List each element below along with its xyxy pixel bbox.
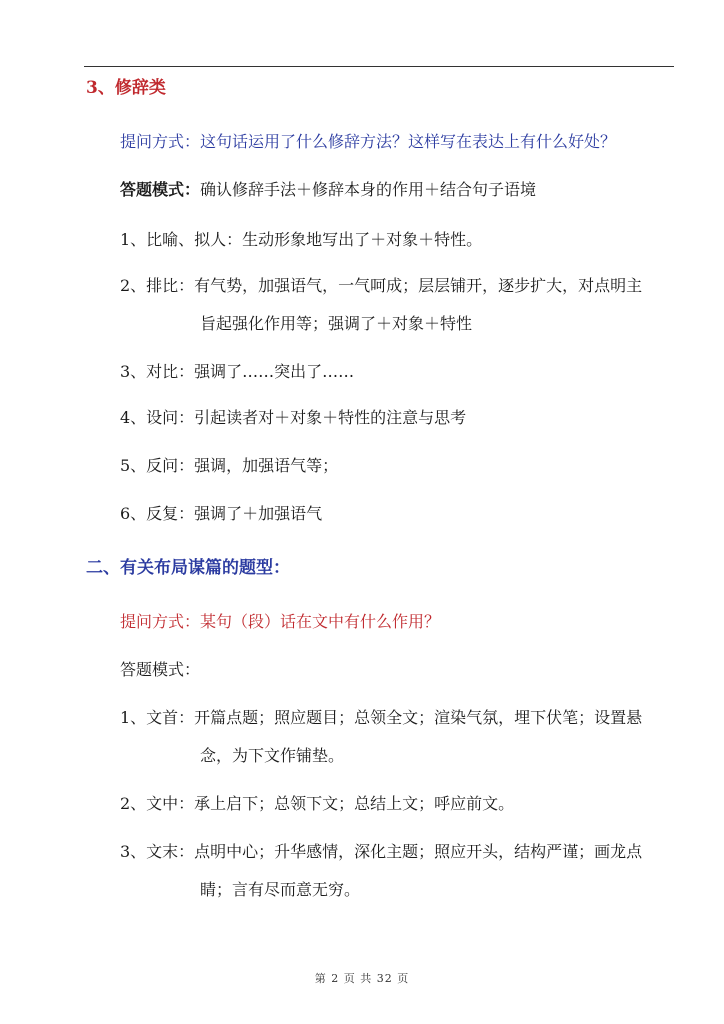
question-prompt-rhetoric: 提问方式：这句话运用了什么修辞方法？这样写在表达上有什么好处？ <box>120 132 617 151</box>
list-item: 5、反问：强调，加强语气等； <box>120 456 339 475</box>
list-item-continuation: 念，为下文作铺垫。 <box>200 746 345 765</box>
answer-mode-rhetoric <box>120 180 536 200</box>
list-item: 2、文中：承上启下；总领下文；总结上文；呼应前文。 <box>120 794 515 813</box>
question-prompt-layout: 提问方式：某句（段）话在文中有什么作用？ <box>120 612 441 631</box>
list-item: 2、排比：有气势，加强语气，一气呵成；层层铺开，逐步扩大，对点明主 <box>120 276 643 295</box>
answer-mode-layout: 答题模式： <box>120 660 201 679</box>
section-heading-rhetoric: 3、修辞类 <box>86 78 166 98</box>
list-item: 3、文末：点明中心；升华感情，深化主题；照应开头，结构严谨；画龙点 <box>120 842 643 861</box>
page-number-footer: 第 2 页 共 32 页 <box>314 972 410 985</box>
list-item: 3、对比：强调了……突出了…… <box>120 362 355 381</box>
list-item: 1、文首：开篇点题；照应题目；总领全文；渲染气氛，埋下伏笔；设置悬 <box>120 708 643 727</box>
list-item-continuation: 睛；言有尽而意无穷。 <box>200 880 361 899</box>
list-item: 1、比喻、拟人：生动形象地写出了＋对象＋特性。 <box>120 230 483 249</box>
list-item-continuation: 旨起强化作用等；强调了＋对象＋特性 <box>200 314 473 333</box>
section-heading-layout: 二、有关布局谋篇的题型： <box>86 558 290 578</box>
top-rule <box>84 66 674 67</box>
answer-mode-text: 确认修辞手法＋修辞本身的作用＋结合句子语境 <box>200 180 537 199</box>
answer-mode-label: 答题模式： <box>120 180 201 199</box>
list-item: 6、反复：强调了＋加强语气 <box>120 504 323 523</box>
list-item: 4、设问：引起读者对＋对象＋特性的注意与思考 <box>120 408 467 427</box>
